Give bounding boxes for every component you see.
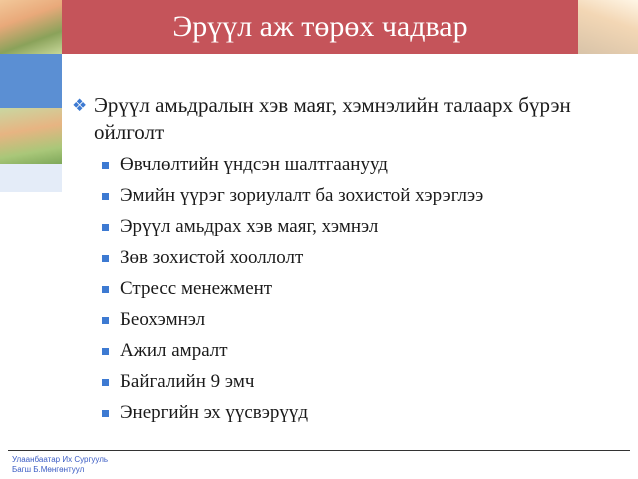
sub-bullet-item — [72, 149, 612, 180]
sub-bullet-list — [72, 149, 612, 428]
sub-bullet-item — [72, 366, 612, 397]
square-bullet-icon — [102, 348, 109, 355]
sub-bullet-text: Энергийн эх үүсвэрүүд — [120, 402, 309, 423]
slide-title: Эрүүл аж төрөх чадвар — [172, 10, 468, 43]
sub-bullet-text: Өвчлөлтийн үндсэн шалтгаанууд — [120, 154, 388, 175]
sub-bullet-text: Эмийн үүрэг зориулалт ба зохистой хэрэглээ — [120, 185, 484, 206]
sub-bullet-item — [72, 180, 612, 211]
square-bullet-icon — [102, 255, 109, 262]
sub-bullet-item — [72, 242, 612, 273]
square-bullet-icon — [102, 224, 109, 231]
child-photo-top-right — [578, 0, 638, 54]
square-bullet-icon — [102, 286, 109, 293]
side-light-block — [0, 164, 62, 192]
square-bullet-icon — [102, 193, 109, 200]
sub-bullet-item — [72, 304, 612, 335]
sub-bullet-text: Стресс менежмент — [120, 278, 273, 299]
square-bullet-icon — [102, 162, 109, 169]
slide-content — [72, 92, 612, 428]
sub-bullet-text: Байгалийн 9 эмч — [120, 371, 255, 392]
diamond-bullet-icon: ❖ — [72, 96, 88, 115]
footer-divider — [8, 450, 630, 451]
main-bullet-text: Эрүүл амьдралын хэв маяг, хэмнэлийн талаарх бүрэн ойлголт — [94, 93, 571, 144]
side-accent-block — [0, 54, 62, 108]
sub-bullet-text: Ажил амралт — [120, 340, 228, 361]
sub-bullet-item — [72, 397, 612, 428]
sub-bullet-text: Эрүүл амьдрах хэв маяг, хэмнэл — [120, 216, 379, 237]
square-bullet-icon — [102, 379, 109, 386]
title-bar — [62, 0, 578, 54]
footer-teacher: Багш Б.Мөнгөнтуул — [12, 465, 85, 474]
sub-bullet-item — [72, 273, 612, 304]
child-photo-left — [0, 108, 62, 164]
footer-institution: Улаанбаатар Их Сургууль — [12, 455, 109, 464]
sub-bullet-item — [72, 211, 612, 242]
sub-bullet-text: Зөв зохистой хооллолт — [120, 247, 304, 268]
square-bullet-icon — [102, 410, 109, 417]
main-bullet-item — [72, 92, 612, 146]
footer — [12, 455, 108, 475]
square-bullet-icon — [102, 317, 109, 324]
sub-bullet-text: Беохэмнэл — [120, 309, 206, 330]
sub-bullet-item — [72, 335, 612, 366]
child-photo-top-left — [0, 0, 62, 54]
